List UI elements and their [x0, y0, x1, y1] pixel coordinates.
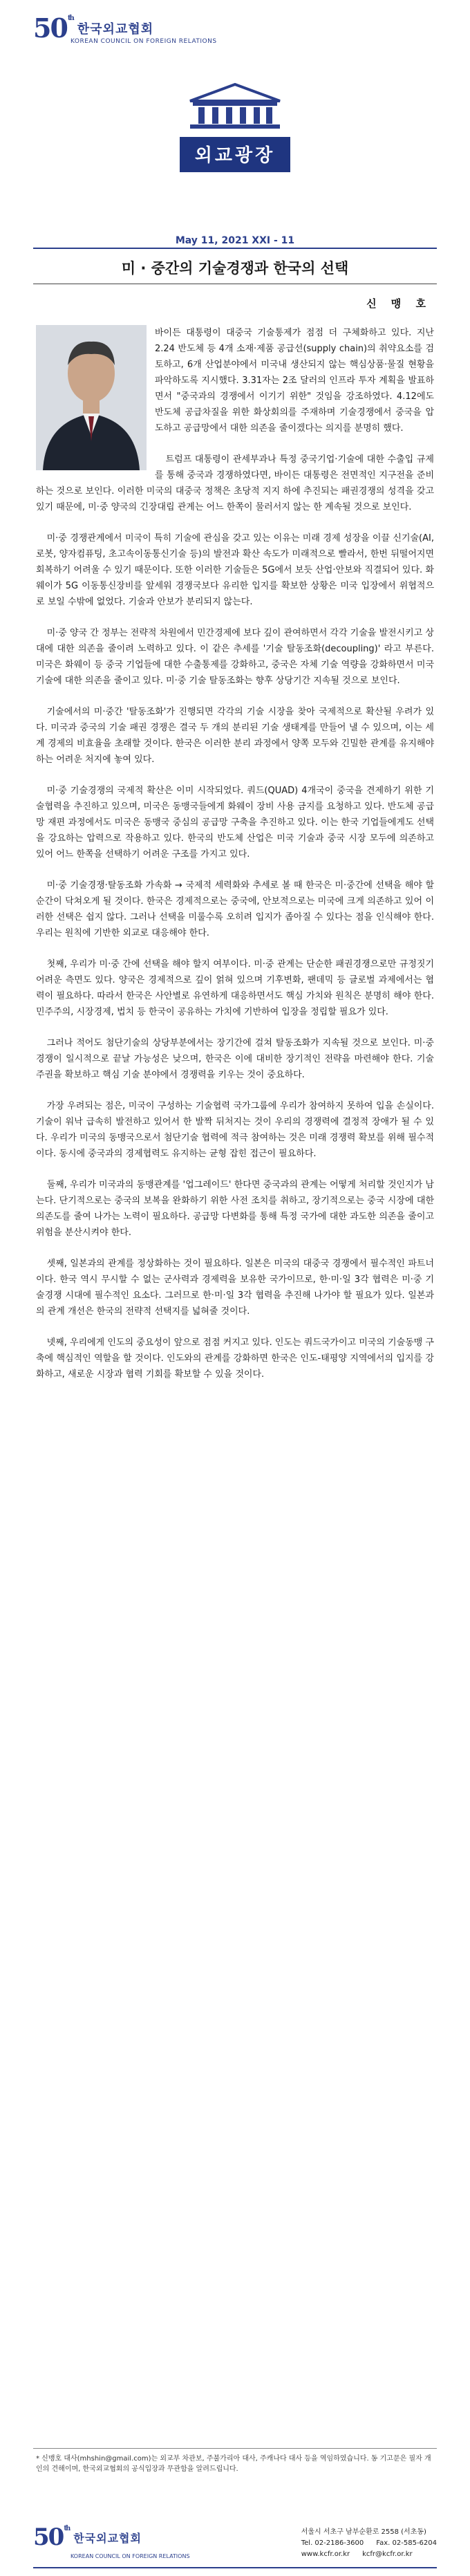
masthead-title: 외교광장 [180, 137, 290, 172]
issue-divider [33, 248, 437, 249]
phone: Tel. 02-2186-3600 [301, 2539, 364, 2547]
paragraph: 셋째, 일본과의 관계를 정상화하는 것이 필요하다. 일본은 미국의 대중국 경쟁에서 필수적인 파트너이다. 한국 역시 무시할 수 없는 군사력과 경제력을 보유한 국가이므로, 한·미·일 3각 협력은 미·중 기술경쟁 시대에 필수적인 요소다. 그러므로 한·미·일 3각 협력을 추진해 나가야 할 필요가 있다. 일본과의 관계 개선은 한국의 전략적 선택지를 넓혀줄 것이다. [36, 1259, 434, 1317]
anniversary-emblem: 50th [33, 2523, 70, 2551]
fax: Fax. 02-585-6204 [376, 2539, 437, 2547]
paragraph: 미·중 경쟁관계에서 미국이 특히 기술에 관심을 갖고 있는 이유는 미래 경제 성장을 이끌 신기술(AI, 로봇, 양자컴퓨팅, 초고속이동통신기술 등)의 발전과 확산 속도가 미래적으로 빨라서, 한번 뒤떨어지면 회복하기 어려울 수 있기 때문이다. 또한 이러한 기술들은 5G에서 보듯 산업·안보와 직결되어 있다. 화웨이가 5G 이동통신장비를 앞세워 경쟁국보다 유리한 입지를 확보한 상황은 미국 입장에서 위협적으로 보일 수밖에 없었다. 기술과 안보가 분리되지 않는다. [36, 533, 434, 607]
footnote-divider [33, 2448, 437, 2449]
website-link[interactable]: www.kcfr.or.kr [301, 2550, 350, 2558]
paragraph: 기술에서의 미·중간 '탈동조화'가 진행되면 각각의 기술 시장을 찾아 국제적으로 확산될 우려가 있다. 미국과 중국의 기술 패권 경쟁은 결국 두 개의 분리된 기술 생태계를 만들어 낼 수 있으며, 이는 세계 경제의 비효율을 초래할 것이다. 한국은 이러한 분리 과정에서 양쪽 모두와 긴밀한 관계를 유지해야 하는 어려운 처지에 놓여 있다. [36, 707, 434, 765]
article-title: 미 · 중간의 기술경쟁과 한국의 선택 [121, 260, 349, 277]
paragraph: 넷째, 우리에게 인도의 중요성이 앞으로 점점 커지고 있다. 인도는 쿼드국가이고 미국의 기술동맹 구축에 핵심적인 역할을 할 것이다. 인도와의 관계를 강화하면 한국은 인도-태평양 지역에서의 입지를 강화하고, 새로운 시장과 협력 기회를 확보할 수 있을 것이다. [36, 1337, 434, 1380]
paragraph: 미·중 기술경쟁·탈동조화 가속화 → 국제적 세력화와 추세로 볼 때 한국은 미·중간에 선택을 해야 할 순간이 닥쳐오게 될 것이다. 한국은 경제적으로는 중국에, 안보적으로는 미국에 크게 의존하고 있어 이러한 선택은 쉽지 않다. 그러나 선택을 미룰수록 오히려 입지가 좁아질 수 있다는 점을 인식해야 한다. 우리는 원칙에 기반한 외교로 대응해야 한다. [36, 880, 434, 938]
footer-org-name: 한국외교협회 [73, 2531, 142, 2545]
paragraph: 둘째, 우리가 미국과의 동맹관계를 '업그레이드' 한다면 중국과의 관계는 어떻게 처리할 것인지가 남는다. 단기적으로는 중국의 보복을 완화하기 위한 사전 조치를 취하고, 장기적으로는 중국 시장에 대한 의존도를 줄여 나가는 노력이 필요하다. 공급망 다변화를 통해 특정 국가에 대한 과도한 의존을 줄이고 위험을 분산시켜야 한다. [36, 1180, 434, 1238]
contact-info [301, 2527, 437, 2560]
article-author: 신 맹 호 [366, 297, 431, 310]
issue-line: May 11, 2021 XXI - 11 [175, 235, 295, 246]
paragraph: 바이든 대통령이 대중국 기술통제가 점점 더 구체화하고 있다. 지난 2.24 반도체 등 4개 소재·제품 공급선(supply chain)의 취약요소를 검토하고, 6개 산업분야에서 미국내 생산되지 않는 핵심상품·물질 현황을 파악하도록 지시했다. 3.31자는 2조 달러의 인프라 투자 계획을 발표하면서 "중국과의 경쟁에서 이기기 위한" 것임을 강조하였다. 4.12에도 반도체 공급차질을 위한 화상회의를 주재하며 기술경쟁에서 중국을 압도하고 공급망에서 대한 의존을 줄이겠다는 의지를 분명히 했다. [155, 328, 434, 434]
paragraph: 미·중 양국 간 정부는 전략적 차원에서 민간경제에 보다 깊이 관여하면서 각각 기술을 발전시키고 상대에 대한 의존을 줄이려 노력하고 있다. 이 같은 추세를 '기술 탈동조화(decoupling)' 라고 부른다. 미국은 화웨이 등 중국 기업들에 대한 수출통제를 강화하고, 중국은 자체 기술 역량을 강화하면서 미국 기술에 대한 의존을 줄이고 있다. 미·중 기술 탈동조화는 향후 상당기간 지속될 것으로 보인다. [36, 628, 434, 686]
paragraph: 미·중 기술경쟁의 국제적 확산은 이미 시작되었다. 쿼드(QUAD) 4개국이 중국을 견제하기 위한 기술협력을 추진하고 있으며, 미국은 동맹국들에게 화웨이 장비 사용 금지를 요청하고 있다. 반도체 공급망 재편 과정에서도 미국은 동맹국 중심의 공급망 구축을 추진하고 있다. 이는 한국 기업들에게도 선택을 강요하는 압력으로 작용하고 있다. 한국의 반도체 산업은 미국 기술과 중국 시장 모두에 의존하고 있어 어느 한쪽을 선택하기 어려운 구조를 가지고 있다. [36, 786, 434, 860]
masthead [162, 83, 308, 172]
paragraph: 첫째, 우리가 미·중 간에 선택을 해야 할지 여부이다. 미·중 관계는 단순한 패권경쟁으로만 규정짓기 어려운 측면도 있다. 양국은 경제적으로 깊이 얽혀 있으며 기후변화, 팬데믹 등 글로벌 과제에서는 협력이 필요하다. 따라서 한국은 사안별로 유연하게 대응하면서도 핵심 가치와 원칙은 분명히 해야 한다. 민주주의, 시장경제, 법치 등 한국이 공유하는 가치에 기반하여 입장을 정립할 필요가 있다. [36, 959, 434, 1017]
footer-logo [33, 2523, 142, 2551]
org-name: 한국외교협회 [77, 22, 154, 37]
email-link[interactable]: kcfr@kcfr.or.kr [362, 2550, 413, 2558]
paragraph: 트럼프 대통령이 관세부과나 특정 중국기업·기술에 대한 수출입 규제를 통해 중국과 경쟁하였다면, 바이든 대통령은 전면적인 지구전을 준비하는 것으로 보인다. 이러한 미국의 대중국 정책은 초당적 지지 하에 추진되는 패권경쟁의 성격을 갖고 있기 때문에, 미·중 양국의 긴장대립 관계는 어느 한쪽이 물러서지 않는 한 계속될 것으로 보인다. [36, 454, 434, 512]
footer-org-name-en: KOREAN COUNCIL ON FOREIGN RELATIONS [70, 2553, 190, 2559]
article-body [36, 325, 434, 1398]
address: 서울시 서초구 남부순환로 2558 (서초동) [301, 2528, 426, 2536]
org-name-en: KOREAN COUNCIL ON FOREIGN RELATIONS [70, 38, 217, 45]
building-icon [183, 83, 287, 130]
footer [0, 2523, 470, 2564]
paragraph: 그러나 적어도 첨단기술의 상당부분에서는 장기간에 걸쳐 탈동조화가 지속될 것으로 보인다. 미·중 경쟁이 일시적으로 끝날 가능성은 낮으며, 한국은 이에 대비한 장기적인 전략을 마련해야 한다. 기술 주권을 확보하고 핵심 기술 분야에서 경쟁력을 키우는 것이 중요하다. [36, 1038, 434, 1080]
anniversary-emblem: 50th [33, 12, 73, 44]
paragraph: 가장 우려되는 점은, 미국이 구성하는 기술협력 국가그룹에 우리가 참여하지 못하여 입을 손실이다. 기술이 워낙 급속히 발전하고 있어서 한 발짝 뒤처지는 것이 우리의 경쟁력에 결정적 장애가 될 수 있다. 우리가 미국의 동맹국으로서 첨단기술 협력에 적극 참여하는 것은 미래 경쟁력 확보를 위해 필수적이다. 동시에 중국과의 경제협력도 유지하는 균형 잡힌 접근이 필요하다. [36, 1101, 434, 1159]
footer-divider [33, 2567, 437, 2568]
author-footnote: * 신맹호 대사(mhshin@gmail.com)는 외교부 차관보, 주불가리아 대사, 주캐나다 대사 등을 역임하였습니다. 동 기고문은 필자 개인의 견해이며, 한국외교협회의 공식입장과 무관함을 알려드립니다. [36, 2455, 431, 2473]
